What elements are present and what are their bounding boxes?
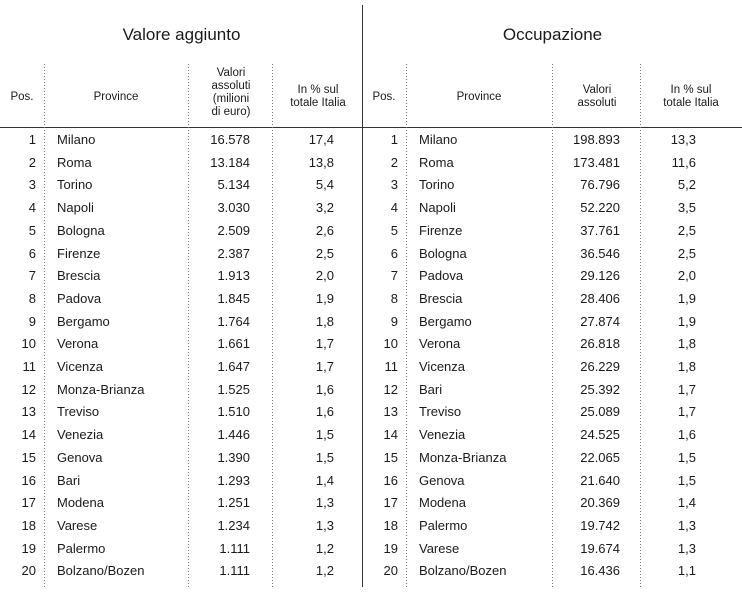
left-percent-cell: 1,3 — [315, 495, 334, 511]
left-percent-cell: 3,2 — [315, 200, 334, 216]
right-rank-cell: 14 — [383, 427, 398, 443]
right-percent-cell: 1,4 — [677, 495, 696, 511]
left-rank-cell: 10 — [21, 336, 36, 352]
right-province-cell: Vicenza — [419, 359, 466, 374]
left-value-cell: 1.510 — [217, 404, 250, 420]
right-rank-cell: 19 — [383, 540, 398, 556]
right-rank-cell: 10 — [383, 336, 398, 352]
valore-aggiunto-title: Valore aggiunto — [122, 25, 241, 44]
right-header-province: Province — [456, 91, 502, 103]
right-percent-cell: 11,6 — [671, 154, 696, 170]
right-rank-cell: 4 — [390, 200, 398, 216]
left-value-cell: 1.525 — [217, 381, 250, 397]
left-rank-cell: 1 — [28, 132, 36, 147]
left-percent-cell: 1,6 — [315, 381, 334, 397]
right-value-cell: 21.640 — [580, 472, 620, 488]
right-percent-cell: 2,5 — [677, 245, 696, 261]
left-rank-cell: 5 — [28, 222, 36, 238]
left-province-cell: Vicenza — [57, 359, 104, 374]
left-percent-cell: 2,0 — [315, 268, 334, 284]
right-percent-cell: 1,8 — [677, 359, 696, 374]
left-percent-cell: 1,8 — [315, 313, 334, 329]
left-percent-cell: 13,8 — [308, 154, 334, 170]
table-row — [0, 356, 742, 379]
table-row — [0, 152, 742, 175]
table-row — [0, 492, 742, 515]
right-province-cell: Monza-Brianza — [419, 449, 507, 465]
left-percent-cell: 1,9 — [315, 290, 334, 306]
left-value-cell: 13.184 — [210, 154, 250, 170]
header-rule — [0, 127, 742, 128]
left-province-cell: Bergamo — [57, 313, 110, 329]
left-percent-cell: 17,4 — [308, 132, 334, 147]
left-province-cell: Padova — [57, 290, 102, 306]
left-header-province: Province — [93, 91, 139, 103]
right-percent-cell: 2,5 — [677, 222, 696, 238]
right-value-cell: 76.796 — [580, 177, 620, 193]
left-percent-cell: 1,2 — [315, 540, 334, 556]
right-value-cell: 25.392 — [580, 381, 620, 397]
right-header-valori: Valori assoluti — [577, 84, 617, 109]
right-value-cell: 20.369 — [580, 495, 620, 511]
right-percent-cell: 1,3 — [677, 540, 696, 556]
right-rank-cell: 17 — [383, 495, 398, 511]
left-header-pos: Pos. — [10, 91, 34, 103]
table-row — [0, 447, 742, 470]
right-percent-cell: 1,9 — [677, 290, 696, 306]
left-province-cell: Verona — [57, 336, 99, 352]
right-rank-cell: 16 — [383, 472, 398, 488]
left-rank-cell: 13 — [21, 404, 36, 420]
left-province-cell: Modena — [57, 495, 104, 511]
table-row — [0, 424, 742, 447]
left-value-cell: 1.845 — [217, 290, 250, 306]
left-percent-cell: 2,6 — [315, 222, 334, 238]
right-value-cell: 173.481 — [573, 154, 620, 170]
left-value-cell: 1.251 — [217, 495, 250, 511]
right-province-cell: Bologna — [419, 245, 467, 261]
right-value-cell: 22.065 — [580, 449, 620, 465]
left-rank-cell: 17 — [21, 495, 36, 511]
right-percent-cell: 1,5 — [677, 472, 696, 488]
right-rank-cell: 11 — [384, 359, 398, 374]
left-province-cell: Palermo — [57, 540, 106, 556]
table-row — [0, 560, 742, 583]
table-row — [0, 288, 742, 311]
right-province-cell: Roma — [419, 154, 454, 170]
right-value-cell: 24.525 — [580, 427, 620, 443]
left-value-cell: 1.234 — [217, 517, 250, 533]
right-rank-cell: 6 — [390, 245, 398, 261]
table-row — [0, 174, 742, 197]
left-header-pct: In % sul totale Italia — [290, 84, 346, 109]
left-province-cell: Brescia — [57, 268, 101, 284]
left-province-cell: Bari — [57, 472, 81, 488]
right-province-cell: Brescia — [419, 290, 463, 306]
right-value-cell: 26.229 — [580, 359, 620, 374]
right-percent-cell: 3,5 — [677, 200, 696, 216]
left-province-cell: Genova — [57, 449, 103, 465]
left-rank-cell: 11 — [22, 359, 36, 374]
left-rank-cell: 18 — [21, 517, 36, 533]
left-value-cell: 1.111 — [219, 540, 250, 556]
table-row — [0, 538, 742, 561]
right-province-cell: Milano — [419, 132, 458, 147]
table-row — [0, 470, 742, 493]
occupazione-title: Occupazione — [502, 25, 603, 44]
left-percent-cell: 1,3 — [315, 517, 334, 533]
right-rank-cell: 2 — [390, 154, 398, 170]
right-percent-cell: 1,8 — [677, 336, 696, 352]
right-percent-cell: 1,5 — [677, 449, 696, 465]
right-rank-cell: 3 — [390, 177, 398, 193]
right-rank-cell: 1 — [390, 132, 398, 147]
right-province-cell: Modena — [419, 495, 466, 511]
left-rank-cell: 19 — [21, 540, 36, 556]
left-value-cell: 1.764 — [217, 313, 250, 329]
left-percent-cell: 1,5 — [315, 449, 334, 465]
right-province-cell: Torino — [419, 177, 455, 193]
table-row — [0, 197, 742, 220]
right-province-cell: Bari — [419, 381, 443, 397]
right-percent-cell: 1,3 — [677, 517, 696, 533]
right-province-cell: Treviso — [419, 404, 462, 420]
left-province-cell: Napoli — [57, 200, 94, 216]
left-rank-cell: 7 — [28, 268, 36, 284]
right-rank-cell: 15 — [383, 449, 398, 465]
right-province-cell: Firenze — [419, 222, 463, 238]
left-percent-cell: 2,5 — [315, 245, 334, 261]
right-value-cell: 27.874 — [580, 313, 620, 329]
right-percent-cell: 1,6 — [677, 427, 696, 443]
right-rank-cell: 18 — [383, 517, 398, 533]
left-value-cell: 16.578 — [210, 132, 250, 147]
right-province-cell: Padova — [419, 268, 464, 284]
left-value-cell: 1.446 — [217, 427, 250, 443]
right-value-cell: 37.761 — [580, 222, 620, 238]
left-province-cell: Treviso — [57, 404, 100, 420]
table-row — [0, 311, 742, 334]
table-row — [0, 129, 742, 152]
right-rank-cell: 20 — [383, 563, 398, 579]
left-value-cell: 1.647 — [217, 359, 250, 374]
left-percent-cell: 1,7 — [315, 359, 334, 374]
left-province-cell: Roma — [57, 154, 92, 170]
right-value-cell: 36.546 — [580, 245, 620, 261]
table-row — [0, 265, 742, 288]
table-row — [0, 243, 742, 266]
left-percent-cell: 5,4 — [315, 177, 334, 193]
left-province-cell: Bolzano/Bozen — [57, 563, 145, 579]
right-province-cell: Bolzano/Bozen — [419, 563, 507, 579]
right-value-cell: 19.674 — [580, 540, 620, 556]
left-rank-cell: 20 — [21, 563, 36, 579]
right-province-cell: Bergamo — [419, 313, 472, 329]
right-percent-cell: 1,1 — [677, 563, 696, 579]
right-percent-cell: 1,7 — [677, 404, 696, 420]
left-value-cell: 1.661 — [217, 336, 250, 352]
left-value-cell: 1.913 — [217, 268, 250, 284]
left-province-cell: Varese — [57, 517, 98, 533]
left-rank-cell: 12 — [21, 381, 36, 397]
right-percent-cell: 2,0 — [677, 268, 696, 284]
left-province-cell: Bologna — [57, 222, 105, 238]
left-value-cell: 1.390 — [217, 449, 250, 465]
right-value-cell: 28.406 — [580, 290, 620, 306]
left-value-cell: 2.387 — [217, 245, 250, 261]
right-rank-cell: 13 — [383, 404, 398, 420]
right-rank-cell: 12 — [383, 381, 398, 397]
right-value-cell: 19.742 — [580, 517, 620, 533]
left-percent-cell: 1,2 — [315, 563, 334, 579]
table-row — [0, 401, 742, 424]
right-value-cell: 198.893 — [573, 132, 620, 147]
left-percent-cell: 1,7 — [315, 336, 334, 352]
left-rank-cell: 2 — [28, 154, 36, 170]
left-province-cell: Milano — [57, 132, 96, 147]
left-percent-cell: 1,6 — [315, 404, 334, 420]
left-rank-cell: 8 — [28, 290, 36, 306]
left-rank-cell: 4 — [28, 200, 36, 216]
left-header-valori: Valori assoluti (milioni di euro) — [211, 67, 251, 118]
left-rank-cell: 3 — [28, 177, 36, 193]
left-percent-cell: 1,4 — [315, 472, 334, 488]
right-percent-cell: 5,2 — [677, 177, 696, 193]
right-rank-cell: 5 — [390, 222, 398, 238]
left-rank-cell: 14 — [21, 427, 36, 443]
right-rank-cell: 9 — [390, 313, 398, 329]
right-province-cell: Napoli — [419, 200, 456, 216]
right-percent-cell: 1,9 — [677, 313, 696, 329]
right-value-cell: 25.089 — [580, 404, 620, 420]
table-row — [0, 379, 742, 402]
right-province-cell: Verona — [419, 336, 461, 352]
left-province-cell: Venezia — [57, 427, 104, 443]
left-value-cell: 1.111 — [219, 563, 250, 579]
right-header-pos: Pos. — [372, 91, 396, 103]
left-rank-cell: 9 — [28, 313, 36, 329]
left-rank-cell: 16 — [21, 472, 36, 488]
right-percent-cell: 1,7 — [677, 381, 696, 397]
left-rank-cell: 6 — [28, 245, 36, 261]
left-value-cell: 2.509 — [217, 222, 250, 238]
left-province-cell: Monza-Brianza — [57, 381, 145, 397]
left-value-cell: 1.293 — [217, 472, 250, 488]
right-province-cell: Venezia — [419, 427, 466, 443]
left-percent-cell: 1,5 — [315, 427, 334, 443]
right-value-cell: 16.436 — [580, 563, 620, 579]
right-province-cell: Genova — [419, 472, 465, 488]
right-header-pct: In % sul totale Italia — [663, 84, 719, 109]
table-row — [0, 220, 742, 243]
left-province-cell: Firenze — [57, 245, 101, 261]
left-province-cell: Torino — [57, 177, 93, 193]
table-row — [0, 515, 742, 538]
right-rank-cell: 7 — [390, 268, 398, 284]
left-value-cell: 3.030 — [217, 200, 250, 216]
right-rank-cell: 8 — [390, 290, 398, 306]
right-value-cell: 52.220 — [580, 200, 620, 216]
right-value-cell: 26.818 — [580, 336, 620, 352]
table-row — [0, 333, 742, 356]
left-value-cell: 5.134 — [217, 177, 250, 193]
right-percent-cell: 13,3 — [670, 132, 696, 147]
right-province-cell: Palermo — [419, 517, 468, 533]
right-value-cell: 29.126 — [580, 268, 620, 284]
right-province-cell: Varese — [419, 540, 460, 556]
left-rank-cell: 15 — [21, 449, 36, 465]
